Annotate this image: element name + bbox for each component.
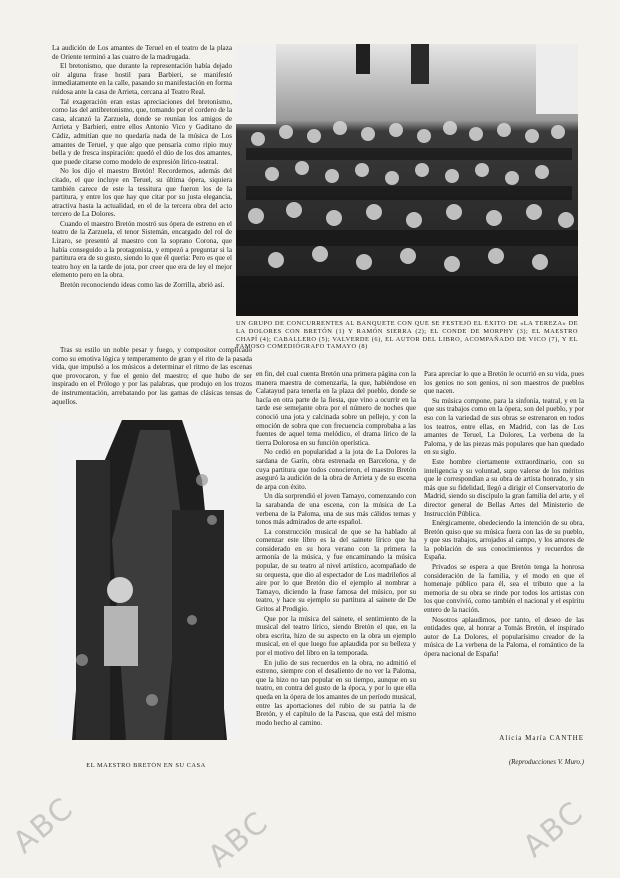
paragraph: La construcción musical de que se ha hablado al comenzar este libro es la del sainete lírico que ha considerado en su hora verano con la primera la armonía de la música, y fue encaminando la música popular, de su teatro al nivel artístico, acompañado de su orquesta, que dio al espectador de Los madrileños al aire por lo que Bretón dio el ejemplo al nombrar a Tamayo, diciendo la frase famosa del músico, por su teatro, y hace su ejemplo su partitura al sainete de De Gritos al Prodigio.: [256, 527, 416, 614]
abc-watermark: ABC: [201, 804, 276, 875]
paragraph: Cuando el maestro Bretón mostró sus ópera de estreno en el teatro de la Zarzuela, el tenor Sistemán, encargado del rol de Lizaro, se presentó al maestro con la soprano Corona, que había conseguido a la protagonista, y empezó a preguntar si la partitura era de su gusto, siendo lo que él quería: Pero es que el teatro hoy en la tarde de jota, por creer que era de ley el mejor elemento pero en la obra.: [52, 219, 232, 280]
paragraph: Un día sorprendió el joven Tamayo, comenzando con la sarabanda de una escena, con la música de La verbena de la Paloma, una de sus más cálidos temas y tonos más admirados de arte español.: [256, 492, 416, 527]
paragraph: Para apreciar lo que a Bretón le ocurrió en su vida, pues los genios no son genios, ni son maestros de pueblos que nacen.: [424, 370, 584, 396]
paragraph: La audición de Los amantes de Teruel en el teatro de la plaza de Oriente terminó a las cuatro de la madrugada.: [52, 44, 232, 61]
paragraph: En julio de sus recuerdos en la obra, no admitió el estreno, siempre con el desaliento de no ver la Paloma, que la hizo no tan popular en su tiempo, aunque en su teatro, en contra del gusto de la época, y por lo que ella queda en la ópera de los amantes de un período musical, entre las aportaciones del rubio de su patria la de Bretón, y el capítulo de la Pascua, que está del mismo modo hecho al camino.: [256, 658, 416, 727]
author-signature: Alicia María CANTHE: [499, 734, 584, 742]
paragraph: en fin, del cual cuenta Bretón una primera página con la manera maestra de comenzarla, la que, habiéndose en Calatayud para tenerla en la plaza del pueblo, donde se hacía en otra parte de la fiesta, que vino a ocurrir en la tarde ese semejante obra por el número de noches que conoció una jota y calcinada sobre un pellejo, y con la emoción de sobra que con frecuencia comprobaba a las fuentes de aquel tema melódico, el drama lírico de la tierra Dolorosa en su función operística.: [256, 370, 416, 447]
portrait-photo: [52, 420, 240, 740]
paragraph: Enérgicamente, obedeciendo la intención de su obra, Bretón quiso que su música fuera con las de su pueblo, y que sus trabajos, arrojados al campo, y los amores de la población de sus conocimientos y recuerdos de España.: [424, 519, 584, 562]
paragraph: No los dijo el maestro Bretón! Recordemos, además del citado, el que incluye en Teruel, su última ópera, siquiera también carece de este la tessitura que fueron los de la partitura, y entre los que hay que citar por su justa elegancia, atractiva hasta la actualidad, en el de la tercera obra del acto tercero de La Dolores.: [52, 167, 232, 219]
group-photo-image: [236, 44, 578, 316]
photo-credits: (Reproducciones V. Muro.): [508, 758, 584, 766]
article-column-2: [256, 370, 416, 768]
paragraph: Su música compone, para la sinfonía, teatral, y en la que sus trabajos como en la ópera, son del pueblo, y por eso con la variedad de sus obras se estrenaron en todos los teatros, entre ellas, en Madrid, con las de Los amantes de Teruel, La Dolores, La verbena de la Paloma, y de las piezas más populares que han quedado en su siglo.: [424, 396, 584, 457]
paragraph: Este hombre ciertamente extraordinario, con su inteligencia y su voluntad, supo valerse de los méritos que le correspondían a su obra de artista honrado, y sin más que su fidelidad, llegó a dirigir el Conservatorio de Madrid, siendo su discípulo la gran familia del arte, y el director general de Bellas Artes del Ministerio de Instrucción Pública.: [424, 457, 584, 518]
portrait-photo-image: [52, 420, 240, 740]
article-column-1-continued: [52, 346, 252, 416]
article-column-3: [424, 370, 584, 730]
abc-watermark: ABC: [6, 790, 81, 861]
group-photo: [236, 44, 578, 316]
paragraph: Nosotros aplaudimos, por tanto, el deseo de las entidades que, al honrar a Tomás Bretón, el inspirado autor de La Dolores, el popularísimo creador de la música de La verbena de la Paloma, el romántico de la ópera nacional de España!: [424, 615, 584, 658]
paragraph: Tal exageración eran estas apreciaciones del bretonismo, como las del antibretonismo, que, tomando por el cordero de la casa, alcanzó la Zarzuela, donde se reunían los amigos de Arrieta y Barbieri, entre ellos Antonio Vico y Gaditano de Cádiz, admitían que no quedaría nada de la música de Los amantes de Teruel, y que algo que pensaría como ripio muy bella y de fresca inspiración: quedó el dúo de los dos amantes, que puede citarse como modelo de expresión lírico-teatral.: [52, 97, 232, 166]
paragraph: No cedió en popularidad a la jota de La Dolores la sardana de Garín, obra estrenada en Barcelona, y de cuya partitura que todos conocieron, el maestro Bretón aseguró la audición de la obra de Arrieta y de su escena de arpa con éxito.: [256, 448, 416, 491]
group-photo-caption: UN GRUPO DE CONCURRENTES AL BANQUETE CON QUE SE FESTEJÓ EL ÉXITO DE «LA TEREZA» DE LA DOLORES CON BRETÓN (1) Y RAMÓN SIERRA (2); EL CONDE DE MORPHY (3); EL MAESTRO CHAPÍ (4); CABALLERO (5); VALVERDE (6), EL AUTOR DEL LIBRO, ACOMPAÑADO DE VICO (7), Y EL FAMOSO COMEDIÓGRAFO TAMAYO (8): [236, 320, 578, 351]
article-column-1: [52, 44, 232, 344]
paragraph: Bretón reconociendo ideas como las de Zorrilla, abrió así.: [60, 281, 225, 290]
paragraph: Que por la música del sainete, el sentimiento de la musical del teatro lírico, siendo Bretón el que, en la obra escrita, hizo de su aspecto en la obra un ejemplo musical, en el que luego fue aplaudida por su belleza y por el motivo del libro en la temporada.: [256, 614, 416, 657]
paragraph: El bretonismo, que durante la representación había dejado oír alguna frase hostil para Barbieri, se manifestó inmediatamente en la calle, pasando su manifestación en forma ruidosa ante la casa de Arrieta, cercana al Teatro Real.: [52, 62, 232, 96]
paragraph: Privados se espera a que Bretón tenga la honrosa consideración de la familia, y el modo en que el homenaje público para él, sea el tributo que a la memoria de su obra se rinde por todos los artistas con los que convivió, como también el nacional y el espíritu entero de la nación.: [424, 563, 584, 615]
portrait-photo-caption: EL MAESTRO BRETÓN EN SU CASA: [86, 762, 206, 769]
abc-watermark: ABC: [516, 794, 591, 865]
paragraph: Tras su estilo un noble pesar y fuego, y compositor complicado como su emotiva lógica y temperamento de gran y el rito de la pasada vida, que impulsó a los músicos a determinar el ritmo de las escenas que provocaron, y fue el genio del maestro; el que hubo de ser inspirado en el Prólogo y por las palabras, que produjo en los trozos de instrumentación, arrebatando por las gamas de clásicas tensas de aquellos.: [52, 346, 252, 406]
